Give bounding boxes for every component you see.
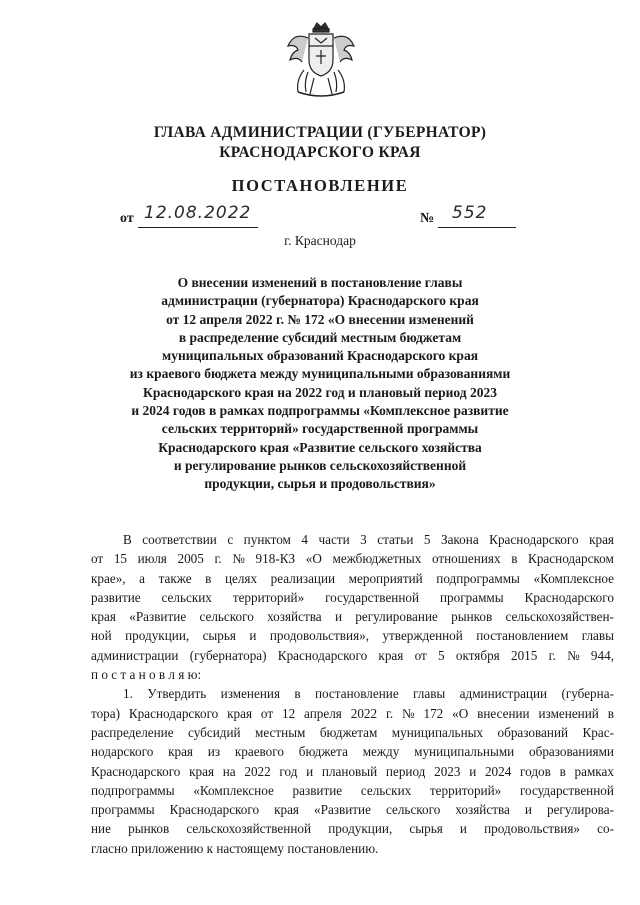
- paragraph-item-1: [91, 684, 614, 858]
- text-line: нодарского края из краевого бюджета между муниципальными образованиями: [91, 744, 614, 760]
- text-line: развитие сельских территорий» государственной программы Краснодарского: [91, 589, 614, 605]
- document-title: [120, 274, 520, 494]
- handwritten-date: 12.08.2022: [144, 203, 252, 223]
- title-line: муниципальных образований Краснодарского края: [162, 348, 478, 364]
- title-line: и 2024 годов в рамках подпрограммы «Комплексное развитие: [131, 403, 509, 419]
- authority-title-line2: КРАСНОДАРСКОГО КРАЯ: [219, 144, 421, 161]
- city-name: г. Краснодар: [284, 233, 356, 248]
- paragraph-preamble: [91, 530, 614, 684]
- text-line: ной продукции, сырья и продовольствия», утвержденной постановлением главы: [91, 628, 614, 644]
- text-line: распределение субсидий местным бюджетам муниципальных образований Крас-: [91, 724, 614, 740]
- text-line: края «Развитие сельского хозяйства и регулирование рынков сельскохозяйствен-: [91, 609, 614, 625]
- number-underline: [438, 227, 516, 228]
- title-line: Краснодарского края «Развитие сельского хозяйства: [158, 439, 482, 455]
- document-body: [91, 530, 614, 858]
- text-line: п о с т а н о в л я ю:: [91, 667, 202, 683]
- number-prefix: №: [420, 211, 435, 226]
- authority-title-line1: ГЛАВА АДМИНИСТРАЦИИ (ГУБЕРНАТОР): [153, 124, 487, 141]
- text-line: 1. Утвердить изменения в постановление главы администрации (губерна-: [123, 686, 614, 702]
- text-line: тора) Краснодарского края от 12 апреля 2022 г. № 172 «О внесении изменений в: [91, 705, 614, 721]
- title-line: и регулирование рынков сельскохозяйственной: [173, 457, 467, 473]
- title-line: из краевого бюджета между муниципальными образованиями: [129, 366, 511, 382]
- title-line: продукции, сырья и продовольствия»: [204, 476, 436, 492]
- title-line: О внесении изменений в постановление главы: [177, 275, 463, 290]
- text-line: программы Краснодарского края «Развитие сельского хозяйства и регулирова-: [91, 802, 614, 818]
- text-line: администрации (губернатора) Краснодарского края от 5 октября 2015 г. № 944,: [91, 647, 614, 663]
- text-line: ние рынков сельскохозяйственной продукции, сырья и продовольствия» со-: [91, 821, 614, 837]
- date-underline: [138, 227, 258, 228]
- text-line: гласно приложению к настоящему постановлению.: [91, 840, 379, 856]
- title-line: от 12 апреля 2022 г. № 172 «О внесении изменений: [166, 311, 474, 327]
- title-line: в распределение субсидий местным бюджетам: [178, 329, 462, 345]
- document-type-heading: ПОСТАНОВЛЕНИЕ: [231, 176, 409, 195]
- date-prefix: от: [120, 211, 134, 226]
- title-line: сельских территорий» государственной программы: [161, 421, 479, 437]
- text-line: от 15 июля 2005 г. № 918-КЗ «О межбюджетных отношениях в Краснодарском: [91, 551, 614, 567]
- text-line: В соответствии с пунктом 4 части 3 статьи 5 Закона Краснодарского края: [123, 532, 614, 547]
- handwritten-number: 552: [452, 203, 488, 223]
- text-line: подпрограммы «Комплексное развитие сельских территорий» государственной: [91, 782, 614, 798]
- title-line: Краснодарского края на 2022 год и плановый период 2023: [143, 384, 497, 400]
- text-line: Краснодарского края на 2022 год и плановый период 2023 и 2024 годов в рамках: [91, 763, 614, 779]
- text-line: крае», а также в целях реализации мероприятий подпрограммы «Комплексное: [91, 570, 614, 586]
- coat-of-arms-emblem: [284, 20, 358, 100]
- date-number-row: [120, 203, 520, 233]
- title-line: администрации (губернатора) Краснодарского края: [161, 293, 479, 309]
